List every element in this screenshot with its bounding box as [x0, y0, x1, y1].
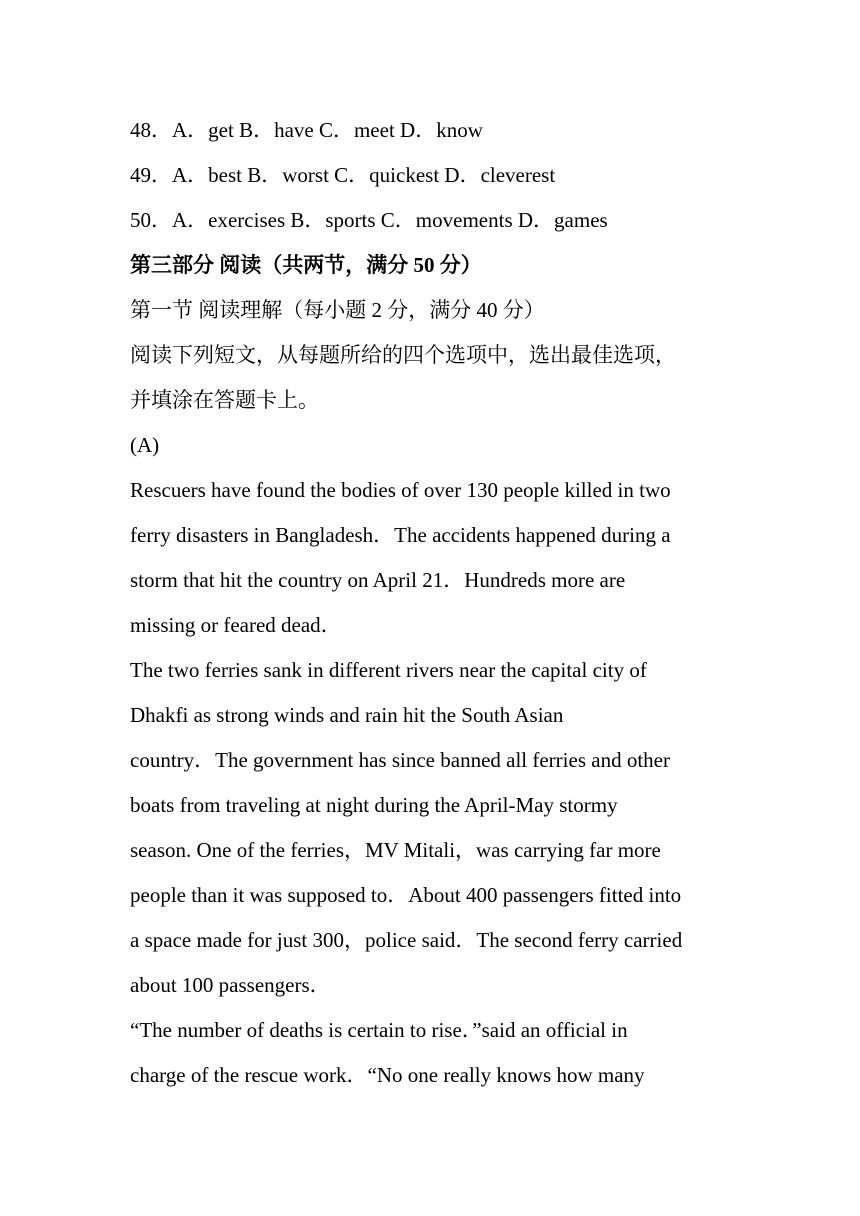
- instruction-line: 阅读下列短文，从每题所给的四个选项中，选出最佳选项，: [130, 343, 676, 367]
- section1-heading: 第一节 阅读理解（每小题 2 分，满分 40 分）: [130, 298, 545, 322]
- passage-line: ferry disasters in Bangladesh．The accidents happened during a: [130, 523, 671, 547]
- question-number: 49．: [130, 163, 172, 187]
- part3-heading: 第三部分 阅读（共两节，满分 50 分）: [130, 253, 482, 277]
- passage-line: a space made for just 300，police said．The second ferry carried: [130, 928, 683, 952]
- document-page: [130, 108, 740, 1098]
- question-50: [130, 198, 740, 243]
- passage-line: season. One of the ferries，MV Mitali，was carrying far more: [130, 838, 661, 862]
- passage-line: about 100 passengers．: [130, 973, 331, 997]
- passage-line: “The number of deaths is certain to rise．”said an official in: [130, 1018, 628, 1042]
- passage-line: country．The government has since banned all ferries and other: [130, 748, 670, 772]
- instruction-line: 并填涂在答题卡上。: [130, 388, 319, 412]
- question-options: A．exercises B．sports C．movements D．games: [172, 208, 608, 232]
- passage-line: Rescuers have found the bodies of over 130 people killed in two: [130, 478, 671, 502]
- question-49: [130, 153, 740, 198]
- passage-label: (A): [130, 433, 160, 457]
- question-options: A．get B．have C．meet D．know: [172, 118, 483, 142]
- passage-line: people than it was supposed to．About 400 passengers fitted into: [130, 883, 682, 907]
- passage-line: The two ferries sank in different rivers near the capital city of: [130, 658, 647, 682]
- question-48: [130, 108, 740, 153]
- passage-line: storm that hit the country on April 21．Hundreds more are: [130, 568, 626, 592]
- passage-text: [130, 468, 740, 1098]
- question-number: 50．: [130, 208, 172, 232]
- passage-line: charge of the rescue work．“No one really knows how many: [130, 1063, 645, 1087]
- passage-line: missing or feared dead．: [130, 613, 342, 637]
- passage-line: Dhakfi as strong winds and rain hit the South Asian: [130, 703, 564, 727]
- question-options: A．best B．worst C．quickest D．cleverest: [172, 163, 556, 187]
- question-number: 48．: [130, 118, 172, 142]
- passage-line: boats from traveling at night during the April-May stormy: [130, 793, 618, 817]
